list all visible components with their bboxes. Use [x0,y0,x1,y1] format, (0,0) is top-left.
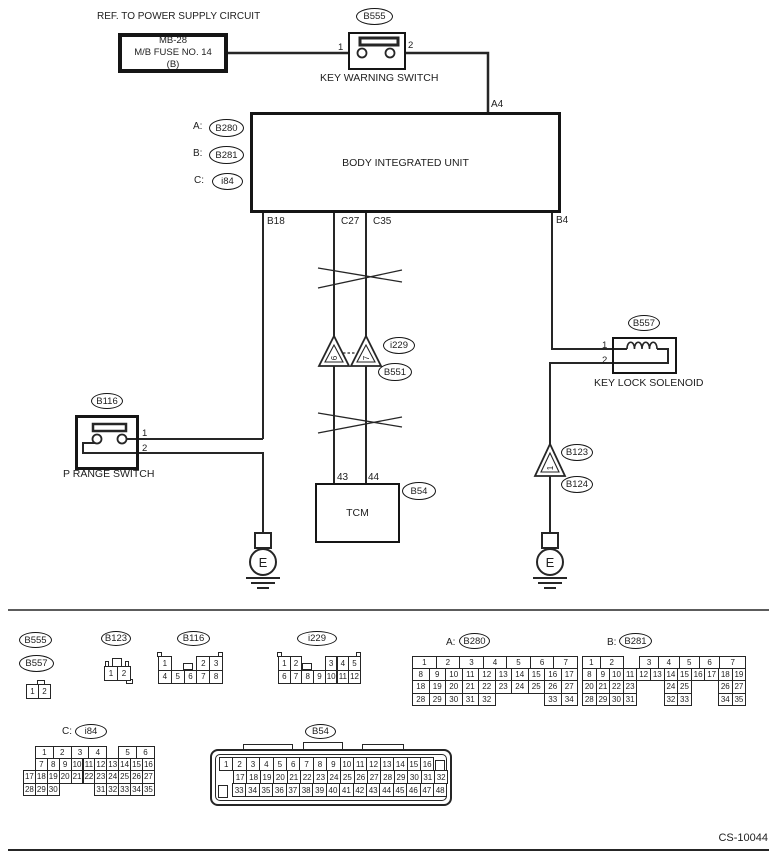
pin-cell-19: 19 [260,770,274,784]
pin-cell-6: 6 [136,746,155,759]
pin-cell-5: 5 [506,656,531,669]
body-integrated-unit-box [250,112,561,213]
pinout-oval-b281: B281 [619,633,652,649]
pin-cell-10: 10 [445,668,463,681]
pin-cell-20: 20 [582,680,597,693]
pinout-oval-i84: i84 [75,724,107,739]
biu-conn-b-prefix: B: [193,148,203,159]
pin-cell-7: 7 [290,670,303,685]
pin-cell-9: 9 [429,668,447,681]
pinout-grid-b281 [582,656,746,705]
pinout-grid-b555-b557 [26,684,51,699]
connector-oval-b54: B54 [402,482,436,500]
pin-cell-2: 2 [232,757,246,771]
pin-cell-11: 11 [353,757,367,771]
pin-cell-3: 3 [246,757,260,771]
key-warning-switch-label: KEY WARNING SWITCH [320,72,439,84]
pin-cell-32: 32 [664,693,679,706]
pin-cell-39: 39 [312,783,326,797]
connector-oval-b124: B124 [561,476,593,493]
inline-pin-right-label: 7 [362,355,371,361]
pin-cell-29: 29 [429,693,447,706]
pin-cell-35: 35 [259,783,273,797]
pin-cell-28: 28 [582,693,597,706]
pin-cell-18: 18 [35,770,48,783]
pinout-b-prefix: B: [607,637,617,648]
pin-cell-5: 5 [273,757,287,771]
pin-cell-22: 22 [609,680,624,693]
pin-cell-7: 7 [553,656,578,669]
pin-cell-14: 14 [511,668,529,681]
pin-cell-14: 14 [664,668,679,681]
biu-pin-a4-label: A4 [491,99,504,110]
pin-cell-7: 7 [196,670,210,685]
pin-cell-4: 4 [337,656,350,671]
pin-cell-20: 20 [445,680,463,693]
pinout-oval-b116: B116 [177,631,210,646]
pin-cell-31: 31 [421,770,435,784]
pin-cell-28: 28 [412,693,430,706]
twist-mark-upper [318,268,402,288]
kws-pin1-label: 1 [338,42,344,53]
pin-cell-33: 33 [118,783,131,796]
pin-cell-46: 46 [406,783,420,797]
pinout-grid-b123 [104,666,131,681]
pin-cell-33: 33 [232,783,246,797]
pin-cell-4: 4 [158,670,172,685]
pin-cell-5: 5 [348,656,361,671]
pin-cell-3: 3 [459,656,484,669]
pin-cell-3: 3 [209,656,223,671]
pin-cell-37: 37 [286,783,300,797]
pin-cell-7: 7 [35,758,48,771]
key-lock-solenoid-label: KEY LOCK SOLENOID [594,377,704,389]
pin-cell-22: 22 [83,770,96,783]
pin-cell-28: 28 [380,770,394,784]
pin-cell-23: 23 [495,680,513,693]
pin-cell-3: 3 [325,656,338,671]
pin-cell-35: 35 [732,693,747,706]
pin-cell-4: 4 [483,656,507,669]
sol-pin2-label: 2 [602,355,608,366]
figure-code-label: CS-10044 [718,832,768,844]
pin-cell-24: 24 [106,770,119,783]
pin-cell-2: 2 [600,656,624,669]
pin-cell-2: 2 [117,666,131,681]
connector-oval-b116: B116 [91,393,123,409]
pin-cell-2: 2 [53,746,72,759]
fuse-line2: M/B FUSE NO. 14 [134,47,212,58]
pin-cell-25: 25 [118,770,131,783]
ground-left-hatch-icon [246,578,280,588]
pin-cell-12: 12 [478,668,496,681]
pin-cell-16: 16 [420,757,434,771]
pin-cell-16: 16 [544,668,562,681]
tcm-pin43-label: 43 [337,472,349,483]
pin-cell-8: 8 [313,757,327,771]
connector-oval-b280: B280 [209,119,244,137]
pin-cell-5: 5 [679,656,700,669]
inline-pin-b123-label: 1 [546,465,555,471]
pin-cell-31: 31 [623,693,638,706]
pin-cell-35: 35 [142,783,155,796]
pin-cell-5: 5 [171,670,185,685]
pin-cell-25: 25 [677,680,692,693]
pinout-oval-b54: B54 [305,724,336,739]
pinout-c-prefix: C: [62,726,72,737]
pin-cell-26: 26 [718,680,733,693]
sol-pin1-label: 1 [602,340,608,351]
connector-oval-i84: i84 [212,173,243,190]
pin-cell-6: 6 [278,670,291,685]
pin-cell-3: 3 [639,656,659,669]
biu-conn-a-prefix: A: [193,121,203,132]
pin-cell-17: 17 [233,770,247,784]
p-range-switch-box [75,415,139,470]
pin-cell-1: 1 [35,746,54,759]
pin-cell-19: 19 [47,770,60,783]
pin-cell-26: 26 [130,770,143,783]
tcm-box [315,483,400,543]
pin-cell-14: 14 [393,757,407,771]
pin-cell-45: 45 [393,783,407,797]
pinout-oval-b557: B557 [19,655,54,672]
pin-cell-4: 4 [88,746,107,759]
fuse-box [118,33,228,73]
pin-cell-24: 24 [664,680,679,693]
pin-cell-42: 42 [353,783,367,797]
pin-cell-8: 8 [582,668,597,681]
pin-cell-17: 17 [23,770,36,783]
pin-cell-2: 2 [38,684,51,699]
ground-left-square [255,533,271,548]
fuse-line3: (B) [166,59,180,70]
pin-cell-32: 32 [434,770,448,784]
pin-cell-21: 21 [596,680,611,693]
pin-cell-24: 24 [511,680,529,693]
pin-cell-20: 20 [59,770,72,783]
pin-cell-27: 27 [367,770,381,784]
pin-cell-34: 34 [130,783,143,796]
biu-conn-c-prefix: C: [194,175,204,186]
pin-cell-33: 33 [677,693,692,706]
pin-cell-19: 19 [429,680,447,693]
pin-cell-36: 36 [272,783,286,797]
pin-cell-15: 15 [528,668,546,681]
pin-cell-9: 9 [313,670,326,685]
pin-cell-3: 3 [71,746,90,759]
pin-cell-32: 32 [478,693,496,706]
biu-pin-b4-label: B4 [556,215,569,226]
pin-cell-10: 10 [609,668,624,681]
pin-cell-26: 26 [354,770,368,784]
pin-cell-2: 2 [290,656,303,671]
pin-cell-13: 13 [106,758,119,771]
pin-cell-31: 31 [462,693,480,706]
pin-cell-6: 6 [286,757,300,771]
pin-cell-31: 31 [94,783,107,796]
pin-cell-15: 15 [407,757,421,771]
pin-cell-18: 18 [412,680,430,693]
pin-cell-1: 1 [582,656,601,669]
pin-cell-1: 1 [278,656,291,671]
pin-cell-25: 25 [528,680,546,693]
pin-cell-20: 20 [273,770,287,784]
pinout-grid-b116 [158,656,222,683]
prs-pin2-label: 2 [142,443,148,454]
kws-pin2-label: 2 [408,40,414,51]
pin-cell-27: 27 [142,770,155,783]
pin-cell-8: 8 [412,668,430,681]
pin-cell-2: 2 [436,656,461,669]
pin-cell-1: 1 [104,666,118,681]
pin-cell-30: 30 [407,770,421,784]
pin-cell-9: 9 [596,668,611,681]
pin-cell-25: 25 [340,770,354,784]
pin-cell-12: 12 [94,758,107,771]
pin-cell-27: 27 [732,680,747,693]
pinout-a-prefix: A: [446,637,456,648]
pin-cell-26: 26 [544,680,562,693]
pin-cell-13: 13 [495,668,513,681]
pin-cell-32: 32 [106,783,119,796]
tcm-label: TCM [346,507,369,519]
pin-cell-1: 1 [219,757,233,771]
pin-cell-30: 30 [609,693,624,706]
pin-cell-6: 6 [184,670,198,685]
pin-cell-17: 17 [561,668,579,681]
pin-cell-12: 12 [366,757,380,771]
prs-pin1-label: 1 [142,428,148,439]
pin-cell-30: 30 [445,693,463,706]
pin-cell-30: 30 [47,783,60,796]
pinout-oval-b280: B280 [459,633,490,649]
pin-cell-7: 7 [719,656,746,669]
pin-cell-29: 29 [596,693,611,706]
pin-cell-1: 1 [26,684,39,699]
pinout-grid-b280 [412,656,577,705]
pin-cell-6: 6 [530,656,555,669]
pin-cell-28: 28 [23,783,36,796]
pin-cell-34: 34 [718,693,733,706]
biu-pin-c35-label: C35 [373,216,392,227]
pin-cell-43: 43 [366,783,380,797]
fuse-line1: MB-28 [159,35,187,46]
pin-cell-21: 21 [462,680,480,693]
pin-cell-23: 23 [94,770,107,783]
pin-cell-1: 1 [158,656,172,671]
pin-cell-11: 11 [83,758,96,771]
biu-label: BODY INTEGRATED UNIT [342,156,469,169]
ref-power-supply-label: REF. TO POWER SUPPLY CIRCUIT [97,11,261,22]
pin-cell-38: 38 [299,783,313,797]
pin-cell-24: 24 [327,770,341,784]
pin-cell-8: 8 [209,670,223,685]
pin-cell-10: 10 [71,758,84,771]
pin-cell-9: 9 [59,758,72,771]
pin-cell-11: 11 [462,668,480,681]
pin-cell-29: 29 [394,770,408,784]
pin-cell-8: 8 [47,758,60,771]
p-range-switch-label: P RANGE SWITCH [63,468,155,480]
pin-cell-7: 7 [299,757,313,771]
connector-oval-b551: B551 [378,363,412,381]
pin-cell-18: 18 [246,770,260,784]
pin-cell-17: 17 [704,668,719,681]
pin-cell-11: 11 [623,668,638,681]
pinout-oval-b123: B123 [101,631,131,646]
pin-cell-34: 34 [561,693,579,706]
tcm-pin44-label: 44 [368,472,380,483]
pin-cell-29: 29 [35,783,48,796]
pin-cell-6: 6 [699,656,720,669]
ground-right-square [542,533,558,548]
pin-cell-22: 22 [478,680,496,693]
pin-cell-18: 18 [718,668,733,681]
pin-cell-4: 4 [259,757,273,771]
pin-cell-2: 2 [196,656,210,671]
pin-cell-14: 14 [118,758,131,771]
pin-cell-44: 44 [379,783,393,797]
twist-mark-lower [318,413,402,433]
pin-cell-21: 21 [287,770,301,784]
pin-cell-10: 10 [340,757,354,771]
connector-oval-b557: B557 [628,315,660,331]
biu-pin-c27-label: C27 [341,216,360,227]
ground-right-label: E [545,555,555,570]
pin-cell-48: 48 [433,783,447,797]
key-warning-switch-box [348,32,406,70]
ground-right-hatch-icon [533,578,567,588]
ground-left-label: E [258,555,268,570]
wire-b4 [552,213,627,349]
pin-cell-34: 34 [245,783,259,797]
connector-oval-b555: B555 [356,8,393,25]
pin-cell-5: 5 [118,746,137,759]
pin-cell-8: 8 [301,670,314,685]
pin-cell-41: 41 [339,783,353,797]
pin-cell-15: 15 [130,758,143,771]
connector-oval-i229: i229 [383,337,415,354]
pin-cell-12: 12 [636,668,651,681]
pin-cell-16: 16 [142,758,155,771]
pin-cell-13: 13 [380,757,394,771]
pin-cell-33: 33 [544,693,562,706]
pin-cell-23: 23 [623,680,638,693]
pin-cell-9: 9 [326,757,340,771]
pinout-oval-b555: B555 [19,632,52,648]
pin-cell-40: 40 [326,783,340,797]
pin-cell-11: 11 [337,670,350,685]
pin-cell-23: 23 [313,770,327,784]
pin-cell-15: 15 [677,668,692,681]
pin-cell-1: 1 [412,656,437,669]
pinout-grid-i229 [278,656,360,683]
pin-cell-10: 10 [325,670,338,685]
pinout-oval-i229: i229 [297,631,337,646]
pin-cell-13: 13 [650,668,665,681]
pin-cell-4: 4 [658,656,679,669]
connector-oval-b281: B281 [209,146,244,164]
connector-oval-b123: B123 [561,444,593,461]
pin-cell-21: 21 [71,770,84,783]
pin-cell-12: 12 [348,670,361,685]
pinout-grid-i84 [23,746,154,795]
inline-pin-left-label: 6 [330,355,339,361]
pin-cell-22: 22 [300,770,314,784]
pinout-grid-b54 [219,757,448,796]
pin-cell-19: 19 [732,668,747,681]
pin-cell-47: 47 [420,783,434,797]
pin-cell-16: 16 [691,668,706,681]
pin-cell-27: 27 [561,680,579,693]
key-lock-solenoid-box [612,337,677,374]
biu-pin-b18-label: B18 [267,216,285,227]
